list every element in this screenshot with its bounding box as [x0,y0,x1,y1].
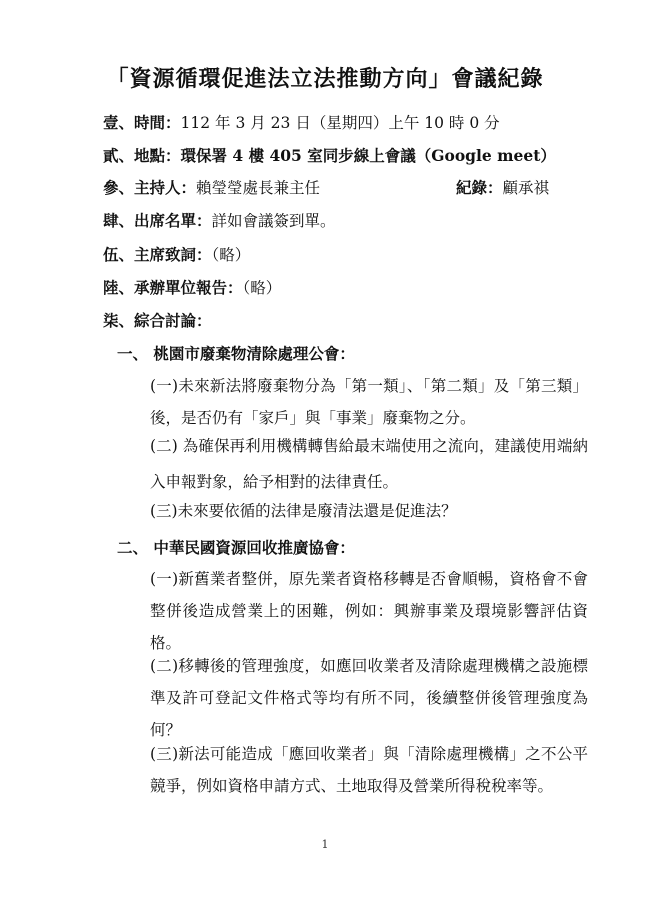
chair-line [103,177,320,199]
report-line [103,277,281,299]
time-line [103,112,500,134]
opening-line [103,244,250,266]
chair-label: 參、主持人： [103,178,197,197]
discussion-label: 柒、綜合討論： [103,311,212,330]
opening-value: （略） [211,246,251,264]
item-text: 新法可能造成「應回收業者」與「清除處理機構」之不公平競爭，例如資格申請方式、土地取得及營業所得稅稅率等。 [150,745,588,795]
document-title: 「資源循環促進法立法推動方向」會議紀錄 [106,66,544,92]
report-value: （略） [242,279,282,297]
discussion-item [150,650,588,746]
discussion-item [150,495,588,527]
time-value: 112 年 3 月 23 日（星期四）上午 10 時 0 分 [180,114,500,132]
item-marker: (二) [150,657,179,675]
item-text: 新舊業者整併，原先業者資格移轉是否會順暢，資格會不會整併後造成營業上的困難，例如：興辦事業及環境影響評估資格。 [150,570,588,652]
item-text: 未來要依循的法律是廢清法還是促進法？ [177,502,457,520]
chair-value: 賴瑩瑩處長兼主任 [196,179,321,197]
recorder-line [456,177,549,199]
report-label: 陸、承辦單位報告： [103,278,243,297]
item-text: 為確保再利用機構轉售給最末端使用之流向，建議使用端納入申報對象，給予相對的法律責任。 [150,437,588,491]
item-marker: (三) [150,502,178,520]
group-heading: 一、 桃園市廢棄物清除處理公會： [117,344,355,363]
time-label: 壹、時間： [103,113,181,132]
attendees-value: 詳如會議簽到單。 [211,212,336,230]
discussion-item [150,563,588,659]
page-number: 1 [321,838,329,851]
attendees-label: 肆、出席名單： [103,211,212,230]
discussion-line [103,310,212,332]
item-text: 未來新法將廢棄物分為「第一類」、「第二類」及「第三類」後，是否仍有「家戶」與「事業」廢棄物之分。 [150,377,588,427]
recorder-label: 紀錄： [456,178,503,197]
opening-label: 伍、主席致詞： [103,245,212,264]
discussion-item [150,738,588,802]
place-value: 環保署 4 樓 405 室同步線上會議（Google meet） [180,146,556,165]
place-line [103,145,556,167]
item-marker: (二) [150,437,178,455]
item-marker: (一) [150,570,179,588]
place-label: 貳、地點： [103,146,181,165]
recorder-value: 顧承祺 [502,179,550,197]
attendees-line [103,210,336,232]
group-heading: 二、 中華民國資源回收推廣協會： [117,538,355,557]
discussion-item [150,428,588,500]
item-marker: (一) [150,377,179,395]
discussion-item [150,370,588,434]
item-marker: (三) [150,745,179,763]
item-text: 移轉後的管理強度，如應回收業者及清除處理機構之設施標準及許可登記文件格式等均有所不同，後續整併後管理強度為何？ [150,657,588,739]
